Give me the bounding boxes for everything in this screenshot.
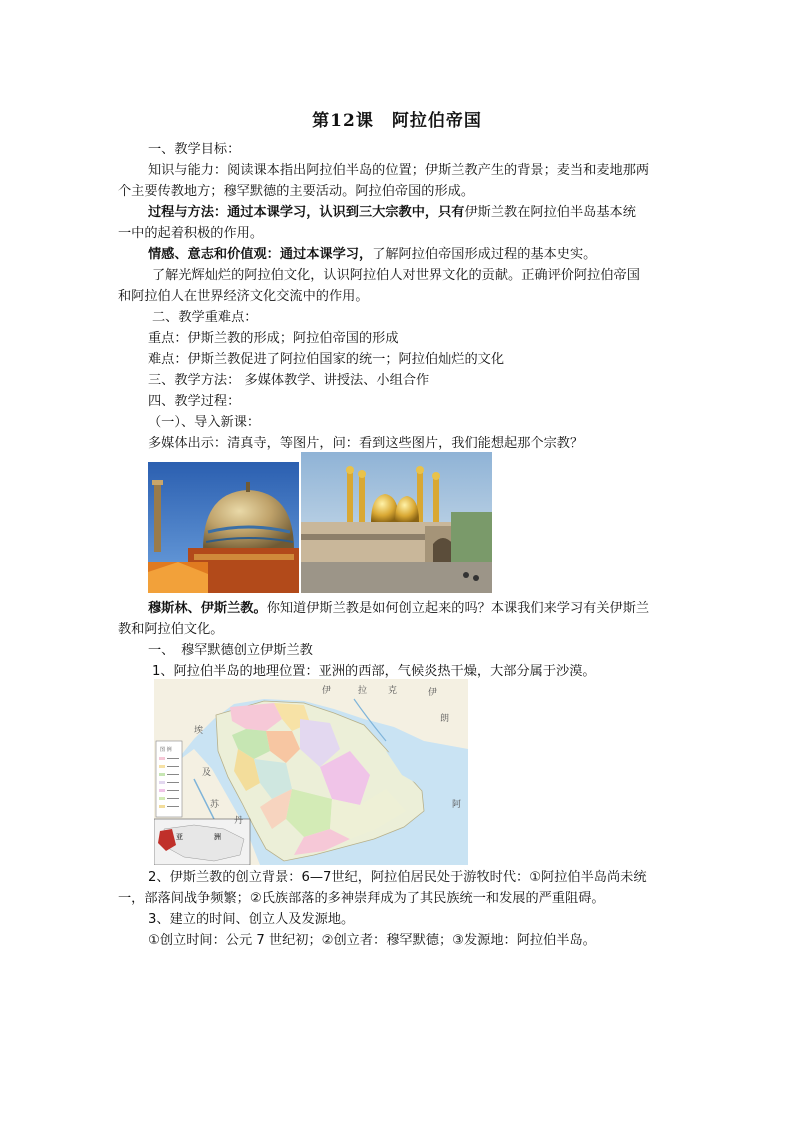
item1-geography: 1、阿拉伯半岛的地理位置：亚洲的西部，气候炎热干燥，大部分属于沙漠。	[152, 664, 596, 679]
page-title: 第12课 阿拉伯帝国	[312, 111, 482, 131]
goals-emotion	[148, 246, 596, 264]
mosque-dome-photo	[148, 462, 299, 593]
map-label-iraq-2: 拉	[358, 686, 368, 696]
map-label-sudan-1: 苏	[210, 800, 220, 810]
answer-bold: 穆斯林、伊斯兰教。	[148, 601, 267, 616]
process-heading: 四、教学过程：	[148, 394, 241, 409]
map-label-iraq-1: 伊	[322, 686, 332, 696]
map-label-arabia: 阿	[452, 800, 462, 810]
item2-background: 2、伊斯兰教的创立背景：6—7世纪，阿拉伯居民处于游牧时代：①阿拉伯半岛尚未统	[148, 870, 647, 885]
goals-heading: 一、教学目标：	[148, 142, 241, 157]
item3-heading: 3、建立的时间、创立人及发源地。	[148, 912, 355, 927]
golden-mosque-photo	[301, 452, 492, 593]
goals-process	[148, 204, 636, 222]
process-intro: （一）、导入新课：	[148, 415, 261, 430]
goals-knowledge: 知识与能力：阅读课本指出阿拉伯半岛的位置；伊斯兰教产生的背景；麦当和麦地那两	[148, 163, 650, 178]
goals-process-cont: 一中的起着积极的作用。	[118, 226, 264, 241]
goals-process-label: 过程与方法：通过本课学习，认识到三大宗教中，只有	[148, 205, 465, 220]
section1-heading: 一、 穆罕默德创立伊斯兰教	[148, 643, 313, 658]
goals-process-text: 伊斯兰教在阿拉伯半岛基本统	[464, 205, 636, 220]
map-label-iraq-3: 克	[388, 686, 398, 696]
goals-emotion-label: 情感、意志和价值观：通过本课学习，	[148, 247, 373, 262]
goals-emotion-cont2: 和阿拉伯人在世界经济文化交流中的作用。	[118, 289, 369, 304]
map-label-sudan-2: 丹	[234, 816, 244, 826]
answer-text: 你知道伊斯兰教是如何创立起来的吗？本课我们来学习有关伊斯兰	[266, 601, 650, 616]
answer-line	[148, 600, 649, 618]
map-label-egypt-1: 埃	[194, 726, 204, 736]
inset-asia-label-1: 亚	[176, 833, 183, 841]
keypoints-heading: 二、教学重难点：	[152, 310, 258, 325]
map-label-iran-1: 伊	[428, 688, 438, 698]
goals-emotion-text: 了解阿拉伯帝国形成过程的基本史实。	[372, 247, 597, 262]
inset-asia-label-2: 洲	[214, 833, 221, 841]
map-label-iran-2: 朗	[440, 714, 450, 724]
map-legend-title: 图 例	[160, 747, 172, 753]
item3-details: ①创立时间：公元 7 世纪初；②创立者：穆罕默德；③发源地：阿拉伯半岛。	[148, 933, 596, 948]
goals-knowledge-cont: 个主要传教地方；穆罕默德的主要活动。阿拉伯帝国的形成。	[118, 184, 475, 199]
process-multimedia: 多媒体出示：清真寺，等图片，问：看到这些图片，我们能想起那个宗教？	[148, 436, 584, 451]
keypoints-difficult: 难点：伊斯兰教促进了阿拉伯国家的统一；阿拉伯灿烂的文化	[148, 352, 505, 367]
keypoints-important: 重点：伊斯兰教的形成；阿拉伯帝国的形成	[148, 331, 399, 346]
arabian-peninsula-map	[154, 679, 468, 865]
methods: 三、教学方法： 多媒体教学、讲授法、小组合作	[148, 373, 430, 388]
map-label-egypt-2: 及	[202, 768, 212, 778]
item2-background-cont: 一，部落间战争频繁；②氏族部落的多神崇拜成为了其民族统一和发展的严重阻碍。	[118, 891, 605, 906]
goals-emotion-cont: 了解光辉灿烂的阿拉伯文化，认识阿拉伯人对世界文化的贡献。正确评价阿拉伯帝国	[152, 268, 640, 283]
answer-cont: 教和阿拉伯文化。	[118, 622, 224, 637]
